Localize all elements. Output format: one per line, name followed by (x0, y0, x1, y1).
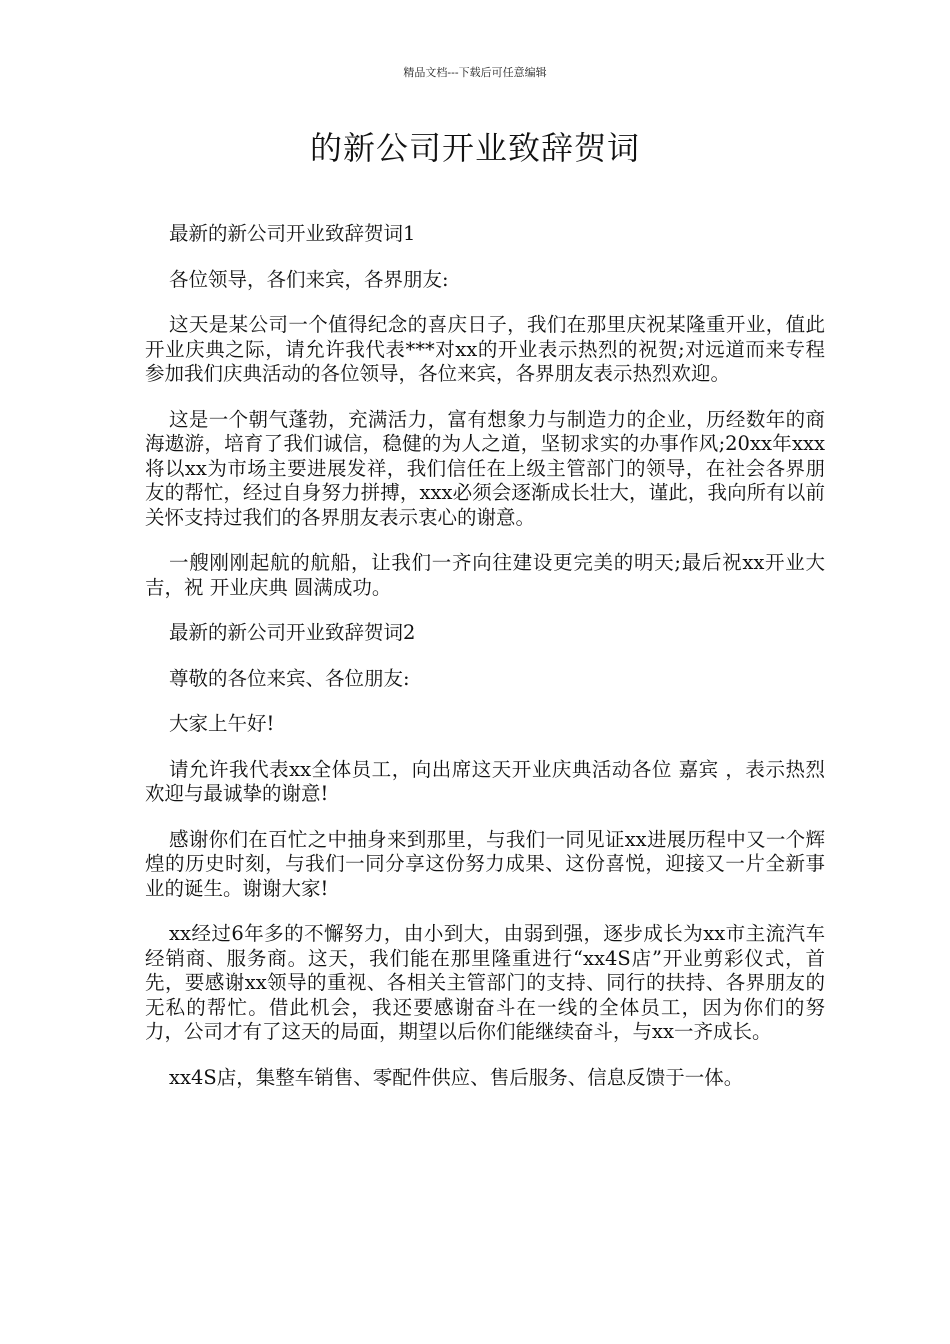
salutation-1: 各位领导，各们来宾，各界朋友: (169, 267, 449, 291)
salutation-2: 尊敬的各位来宾、各位朋友: (169, 666, 410, 690)
body-paragraph: 一艘刚刚起航的航船，让我们一齐向往建设更完美的明天;最后祝xx开业大吉，祝 开业庆典 圆满成功。 (145, 551, 825, 599)
section-heading-2: 最新的新公司开业致辞贺词2 (169, 621, 416, 644)
document-body (145, 222, 825, 1111)
body-paragraph: 这天是某公司一个值得纪念的喜庆日子，我们在那里庆祝某隆重开业，值此开业庆典之际，请允许我代表***对xx的开业表示热烈的祝贺;对远道而来专程参加我们庆典活动的各位领导，各位来宾，各界朋友表示热烈欢迎。 (145, 313, 825, 385)
greeting: 大家上午好! (169, 712, 275, 735)
section-heading-1: 最新的新公司开业致辞贺词1 (169, 222, 416, 245)
document-title: 的新公司开业致辞贺词 (309, 129, 640, 167)
body-paragraph: 感谢你们在百忙之中抽身来到那里，与我们一同见证xx进展历程中又一个辉煌的历史时刻，与我们一同分享这份努力成果、这份喜悦，迎接又一片全新事业的诞生。谢谢大家! (145, 827, 825, 900)
body-paragraph: 这是一个朝气蓬勃，充满活力，富有想象力与制造力的企业，历经数年的商海遨游，培育了我们诚信，稳健的为人之道，坚韧求实的办事作风;20xx年xxx将以xx为市场主要进展发祥，我们信任在上级主管部门的领导，在社会各界朋友的帮忙，经过自身努力拼搏，xxx必须会逐渐成长壮大，谨此，我向所有以前关怀支持过我们的各界朋友表示衷心的谢意。 (145, 407, 825, 529)
body-paragraph: xx经过6年多的不懈努力，由小到大，由弱到强，逐步成长为xx市主流汽车经销商、服务商。这天，我们能在那里隆重进行“xx4S店”开业剪彩仪式，首先，要感谢xx领导的重视、各相关主管部门的支持、同行的扶持、各界朋友的无私的帮忙。借此机会，我还要感谢奋斗在一线的全体员工，因为你们的努力，公司才有了这天的局面，期望以后你们能继续奋斗，与xx一齐成长。 (145, 922, 825, 1043)
page-header-note: 精品文档---下载后可任意编辑 (403, 66, 547, 79)
body-paragraph: 请允许我代表xx全体员工，向出席这天开业庆典活动各位 嘉宾 ，表示热烈欢迎与最诚挚的谢意! (145, 757, 825, 805)
body-paragraph: xx4S店，集整车销售、零配件供应、售后服务、信息反馈于一体。 (169, 1065, 744, 1089)
